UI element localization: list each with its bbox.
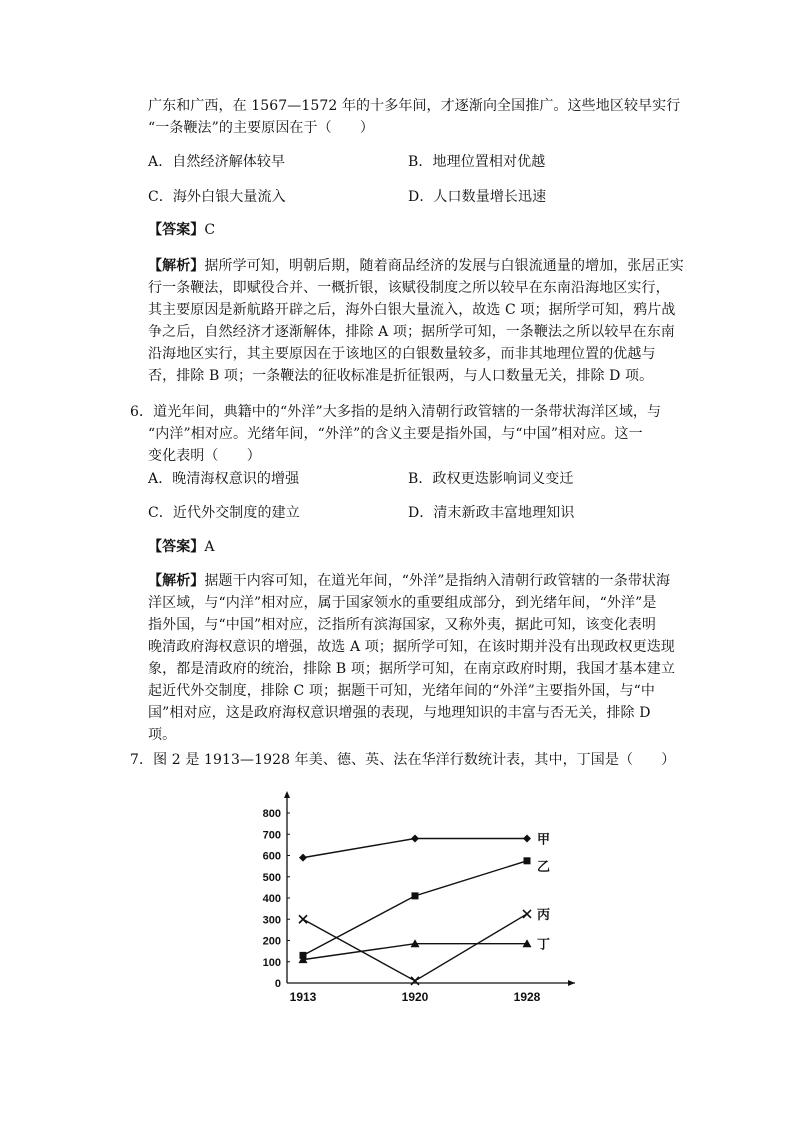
q6-analysis-line-3: 指外国，与“中国”相对应，泛指所有滨海国家，又称外夷，据此可知，该变化表明 — [148, 617, 657, 633]
q6-option-b: B．政权更迭影响词义变迁 — [408, 471, 574, 487]
y-tick-label-300: 300 — [262, 914, 281, 927]
series-0-point-1 — [411, 835, 419, 843]
q6-analysis-line-5: 象，都是清政府的统治，排除 B 项；据所学可知，在南京政府时期，我国才基本建立 — [148, 661, 676, 677]
q5-option-b: B．地理位置相对优越 — [408, 154, 546, 170]
q5-analysis-text-1: 据所学可知，明朝后期，随着商品经济的发展与白银流通量的增加，张居正实 — [204, 258, 684, 274]
q5-analysis-line-1 — [148, 256, 684, 276]
q6-analysis-label: 【解析】 — [148, 573, 205, 589]
series-1-point-2 — [524, 857, 531, 864]
q6-option-d: D．清末新政丰富地理知识 — [408, 505, 575, 521]
y-tick-label-700: 700 — [262, 829, 281, 842]
q6-answer-value: A — [204, 539, 215, 555]
y-tick-label-500: 500 — [262, 871, 281, 884]
q6-analysis-line-6: 起近代外交制度，排除 C 项；据题干可知，光绪年间的“外洋”主要指外国，与“中 — [148, 683, 655, 699]
series-2-point-2 — [523, 910, 531, 918]
y-tick-label-200: 200 — [262, 935, 281, 948]
y-tick-label-100: 100 — [262, 956, 281, 969]
q6-analysis-line-7: 国”相对应，这是政府海权意识增强的表现，与地理知识的丰富与否无关，排除 D — [148, 705, 651, 721]
q7-stem: 7．图 2 是 1913—1928 年美、德、英、法在华洋行数统计表，其中，丁国是（ ） — [130, 752, 676, 768]
q6-analysis-line-4: 晚清政府海权意识的增强，故选 A 项；据所学可知，在该时期并没有出现政权更迭现 — [148, 639, 675, 655]
x-tick-label-1920: 1920 — [401, 990, 429, 1004]
q5-answer — [148, 220, 215, 240]
q5-analysis-line-4: 争之后，自然经济才逐渐解体，排除 A 项；据所学可知，一条鞭法之所以较早在东南 — [148, 324, 675, 340]
series-label-2: 丙 — [537, 906, 551, 922]
y-tick-label-400: 400 — [262, 893, 281, 905]
x-axis-arrow — [568, 980, 575, 986]
y-axis-arrow — [284, 791, 290, 798]
series-1-point-1 — [412, 892, 419, 899]
q5-stem-line-2: “一条鞭法”的主要原因在于（ ） — [148, 120, 375, 136]
q6-analysis-line-1 — [148, 571, 670, 591]
x-tick-label-1928: 1928 — [513, 990, 541, 1004]
series-0-point-0 — [299, 854, 307, 862]
series-label-3: 丁 — [537, 936, 551, 952]
x-tick-label-1913: 1913 — [289, 990, 317, 1004]
series-2-point-0 — [299, 915, 307, 923]
q6-option-a: A．晚清海权意识的增强 — [148, 471, 300, 487]
q6-analysis-line-8: 项。 — [148, 727, 177, 743]
q5-option-a: A．自然经济解体较早 — [148, 154, 286, 170]
series-label-0: 甲 — [537, 831, 551, 847]
q5-answer-value: C — [204, 222, 216, 238]
q6-stem-line-3: 变化表明（ ） — [148, 448, 261, 464]
q6-answer-label: 【答案】 — [148, 539, 205, 555]
q6-stem-line-2: “内洋”相对应。光绪年间，“外洋”的含义主要是指外国，与“中国”相对应。这一 — [148, 426, 643, 442]
q6-analysis-text-1: 据题干内容可知，在道光年间，“外洋”是指纳入清朝行政管辖的一条带状海 — [204, 573, 671, 589]
q5-analysis-label: 【解析】 — [148, 258, 205, 274]
q5-stem-line-1: 广东和广西，在 1567—1572 年的十多年间，才逐渐向全国推广。这些地区较早实行 — [148, 98, 681, 114]
line-chart — [255, 790, 595, 1010]
series-label-1: 乙 — [537, 858, 551, 874]
q5-option-d: D．人口数量增长迅速 — [408, 189, 547, 205]
y-tick-label-600: 600 — [262, 850, 281, 863]
q6-answer — [148, 537, 215, 557]
y-tick-label-800: 800 — [262, 808, 281, 820]
q5-analysis-line-5: 沿海地区实行，其主要原因在于该地区的白银数量较多，而非其地理位置的优越与 — [148, 346, 656, 362]
q5-analysis-line-6: 否，排除 B 项；一条鞭法的征收标准是折征银两，与人口数量无关，排除 D 项。 — [148, 368, 654, 384]
series-0-point-2 — [523, 835, 531, 843]
q5-option-c: C．海外白银大量流入 — [148, 189, 286, 205]
y-tick-label-0: 0 — [274, 978, 281, 990]
series-2-point-1 — [411, 977, 419, 985]
q6-stem-line-1: 6．道光年间，典籍中的“外洋”大多指的是纳入清朝行政管辖的一条带状海洋区域，与 — [130, 404, 662, 420]
q5-analysis-line-3: 其主要原因是新航路开辟之后，海外白银大量流入，故选 C 项；据所学可知，鸦片战 — [148, 302, 676, 318]
q6-option-c: C．近代外交制度的建立 — [148, 505, 300, 521]
series-line-2 — [303, 914, 527, 981]
q5-answer-label: 【答案】 — [148, 222, 205, 238]
q5-analysis-line-2: 行一条鞭法，即赋役合并、一概折银，该赋役制度之所以较早在东南沿海地区实行， — [148, 280, 670, 296]
q6-analysis-line-2: 洋区域，与“内洋”相对应，属于国家领水的重要组成部分，到光绪年间，“外洋”是 — [148, 595, 657, 611]
